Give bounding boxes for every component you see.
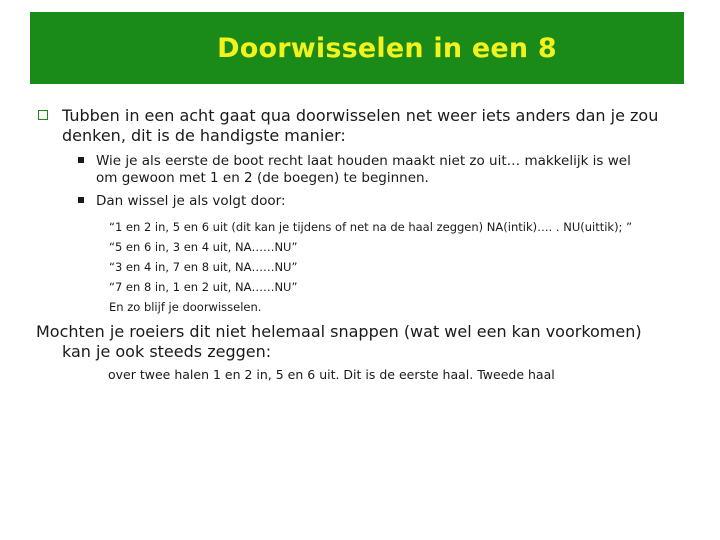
- filled-square-icon: [78, 157, 84, 163]
- closing-line-2: kan je ook steeds zeggen:: [62, 342, 272, 361]
- closing-line-1: Mochten je roeiers dit niet helemaal snappen (wat wel een kan voorkomen): [36, 322, 642, 341]
- sequence-line-4: “7 en 8 in, 1 en 2 uit, NA……NU”: [109, 280, 298, 294]
- intro-line-2: denken, dit is de handigste manier:: [62, 126, 346, 145]
- intro-line-1: Tubben in een acht gaat qua doorwisselen net weer iets anders dan je zou: [62, 106, 659, 125]
- sequence-line-5: En zo blijf je doorwisselen.: [109, 300, 262, 314]
- sequence-line-3: “3 en 4 in, 7 en 8 uit, NA……NU”: [109, 260, 298, 274]
- bullet-1-line-1: Wie je als eerste de boot recht laat houden maakt niet zo uit… makkelijk is wel: [96, 153, 631, 169]
- bullet-2-line: Dan wissel je als volgt door:: [96, 193, 286, 209]
- filled-square-icon: [78, 197, 84, 203]
- hollow-square-icon: [38, 110, 48, 120]
- example-text: over twee halen 1 en 2 in, 5 en 6 uit. Dit is de eerste haal. Tweede haal: [108, 367, 555, 382]
- bullet-1-line-2: om gewoon met 1 en 2 (de boegen) te beginnen.: [96, 170, 429, 186]
- sequence-line-1: “1 en 2 in, 5 en 6 uit (dit kan je tijdens of net na de haal zeggen) NA(intik)…. . NU(uittik); ”: [109, 220, 633, 234]
- page-title: Doorwisselen in een 8: [217, 32, 557, 64]
- sequence-line-2: “5 en 6 in, 3 en 4 uit, NA……NU”: [109, 240, 298, 254]
